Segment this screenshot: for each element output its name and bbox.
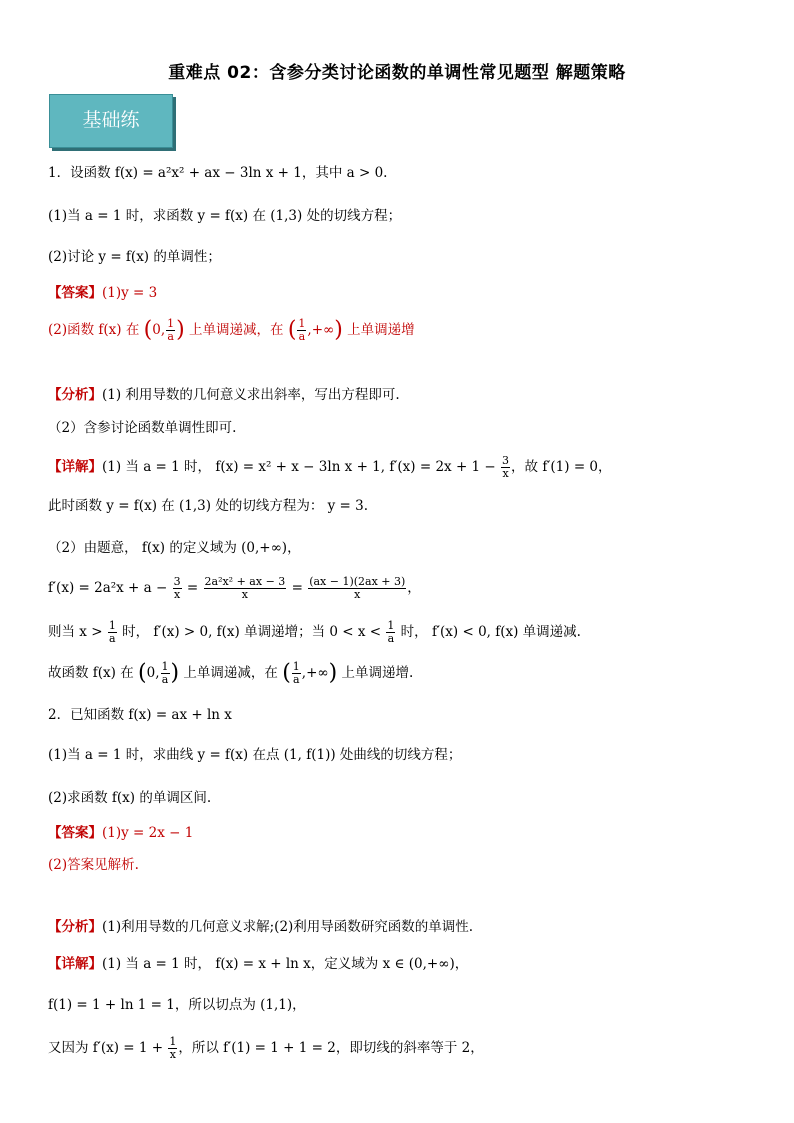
detail-label: 【详解】 (48, 956, 102, 972)
fraction: $\frac{\text{2a²x² + ax − 3}}{x}$ (204, 575, 286, 601)
answer-text: (1)y = 3 (102, 285, 158, 301)
problem-1-answer-2: (2)函数 f(x) 在 (0, $\frac{1}{a}$ ) 上单调递减，在 ( $\frac{1}{a}$ ,+∞) 上单调递增 (48, 317, 415, 343)
fraction: $\frac{1}{a}$ (387, 619, 395, 645)
problem-1-detail-1: 【详解】(1) 当 a = 1 时， f(x) = x² + x − 3ln x + 1, f′(x) = 2x + 1 − $\frac{3}{x}$ ，故 f′(1) = 0， (48, 454, 612, 480)
problem-1-detail-4: 则当 x > $\frac{1}{a}$ 时， f′(x) > 0, f(x) 单调递增；当 0 < x < $\frac{1}{a}$ 时， f′(x) < 0, f(x) 单调递减. (48, 619, 581, 645)
section-badge-label: 基础练 (82, 109, 140, 131)
section-badge (49, 94, 173, 148)
problem-1-derivative: f′(x) = 2a²x + a − $\frac{3}{x}$ = $\frac{\text{2a²x² + ax − 3}}{x}$ = $\frac{(ax - 1)(2ax + 3)}{x}$ ， (48, 575, 421, 601)
answer-text: 上单调递增 (342, 322, 415, 338)
fraction: $\frac{1}{x}$ (169, 1035, 177, 1061)
problem-1-statement: 1．设函数 f(x) = a²x² + ax − 3ln x + 1，其中 a > 0. (48, 165, 388, 181)
problem-1-analysis-2: （2）含参讨论函数单调性即可. (48, 420, 237, 436)
fraction: $\frac{3}{x}$ (502, 454, 510, 480)
answer-label: 【答案】 (48, 285, 102, 301)
problem-1-part-2: (2)讨论 y = f(x) 的单调性； (48, 249, 221, 265)
problem-2-detail-3: 又因为 f′(x) = 1 + $\frac{1}{x}$ ，所以 f′(1) = 1 + 1 = 2，即切线的斜率等于 2， (48, 1035, 484, 1061)
answer-text: (2)函数 f(x) 在 (48, 322, 144, 338)
problem-1-detail-5: 故函数 f(x) 在 (0, $\frac{1}{a}$ ) 上单调递减，在 ( $\frac{1}{a}$ ,+∞) 上单调递增. (48, 660, 414, 686)
problem-1-answer-1 (48, 284, 157, 302)
problem-2-analysis: 【分析】(1)利用导数的几何意义求解;(2)利用导函数研究函数的单调性. (48, 919, 474, 935)
fraction: $\frac{1}{a}$ (298, 317, 306, 343)
analysis-label: 【分析】 (48, 387, 102, 403)
problem-2-answer-2: (2)答案见解析. (48, 857, 139, 873)
problem-2-statement: 2．已知函数 f(x) = ax + ln x (48, 707, 232, 723)
detail-label: 【详解】 (48, 459, 102, 475)
problem-1-detail-2: 此时函数 y = f(x) 在 (1,3) 处的切线方程为： y = 3. (48, 498, 369, 514)
problem-1-analysis-1: 【分析】(1) 利用导数的几何意义求出斜率，写出方程即可. (48, 387, 400, 403)
problem-2-detail-2: f(1) = 1 + ln 1 = 1，所以切点为 (1,1)， (48, 997, 306, 1013)
problem-2-part-2: (2)求函数 f(x) 的单调区间. (48, 790, 212, 806)
analysis-label: 【分析】 (48, 919, 102, 935)
problem-1-part-1: (1)当 a = 1 时，求函数 y = f(x) 在 (1,3) 处的切线方程； (48, 208, 402, 224)
fraction: $\frac{1}{a}$ (167, 317, 175, 343)
problem-1-detail-3: （2）由题意， f(x) 的定义域为 (0,+∞)， (48, 540, 301, 556)
answer-text: 上单调递减，在 (184, 322, 288, 338)
problem-2-detail-1: 【详解】(1) 当 a = 1 时， f(x) = x + ln x，定义域为 x ∈ (0,+∞)， (48, 956, 469, 972)
page-title: 重难点 02：含参分类讨论函数的单调性常见题型 解题策略 (168, 63, 626, 83)
fraction: $\frac{1}{a}$ (108, 619, 116, 645)
fraction: $\frac{1}{a}$ (292, 660, 300, 686)
answer-label: 【答案】 (48, 825, 102, 841)
problem-2-answer-1: 【答案】(1)y = 2x − 1 (48, 825, 194, 841)
fraction: $\frac{1}{a}$ (161, 660, 169, 686)
fraction: $\frac{3}{x}$ (173, 575, 181, 601)
fraction: $\frac{(ax - 1)(2ax + 3)}{x}$ (309, 575, 406, 601)
problem-2-part-1: (1)当 a = 1 时，求曲线 y = f(x) 在点 (1, f(1)) 处曲线的切线方程； (48, 747, 462, 763)
